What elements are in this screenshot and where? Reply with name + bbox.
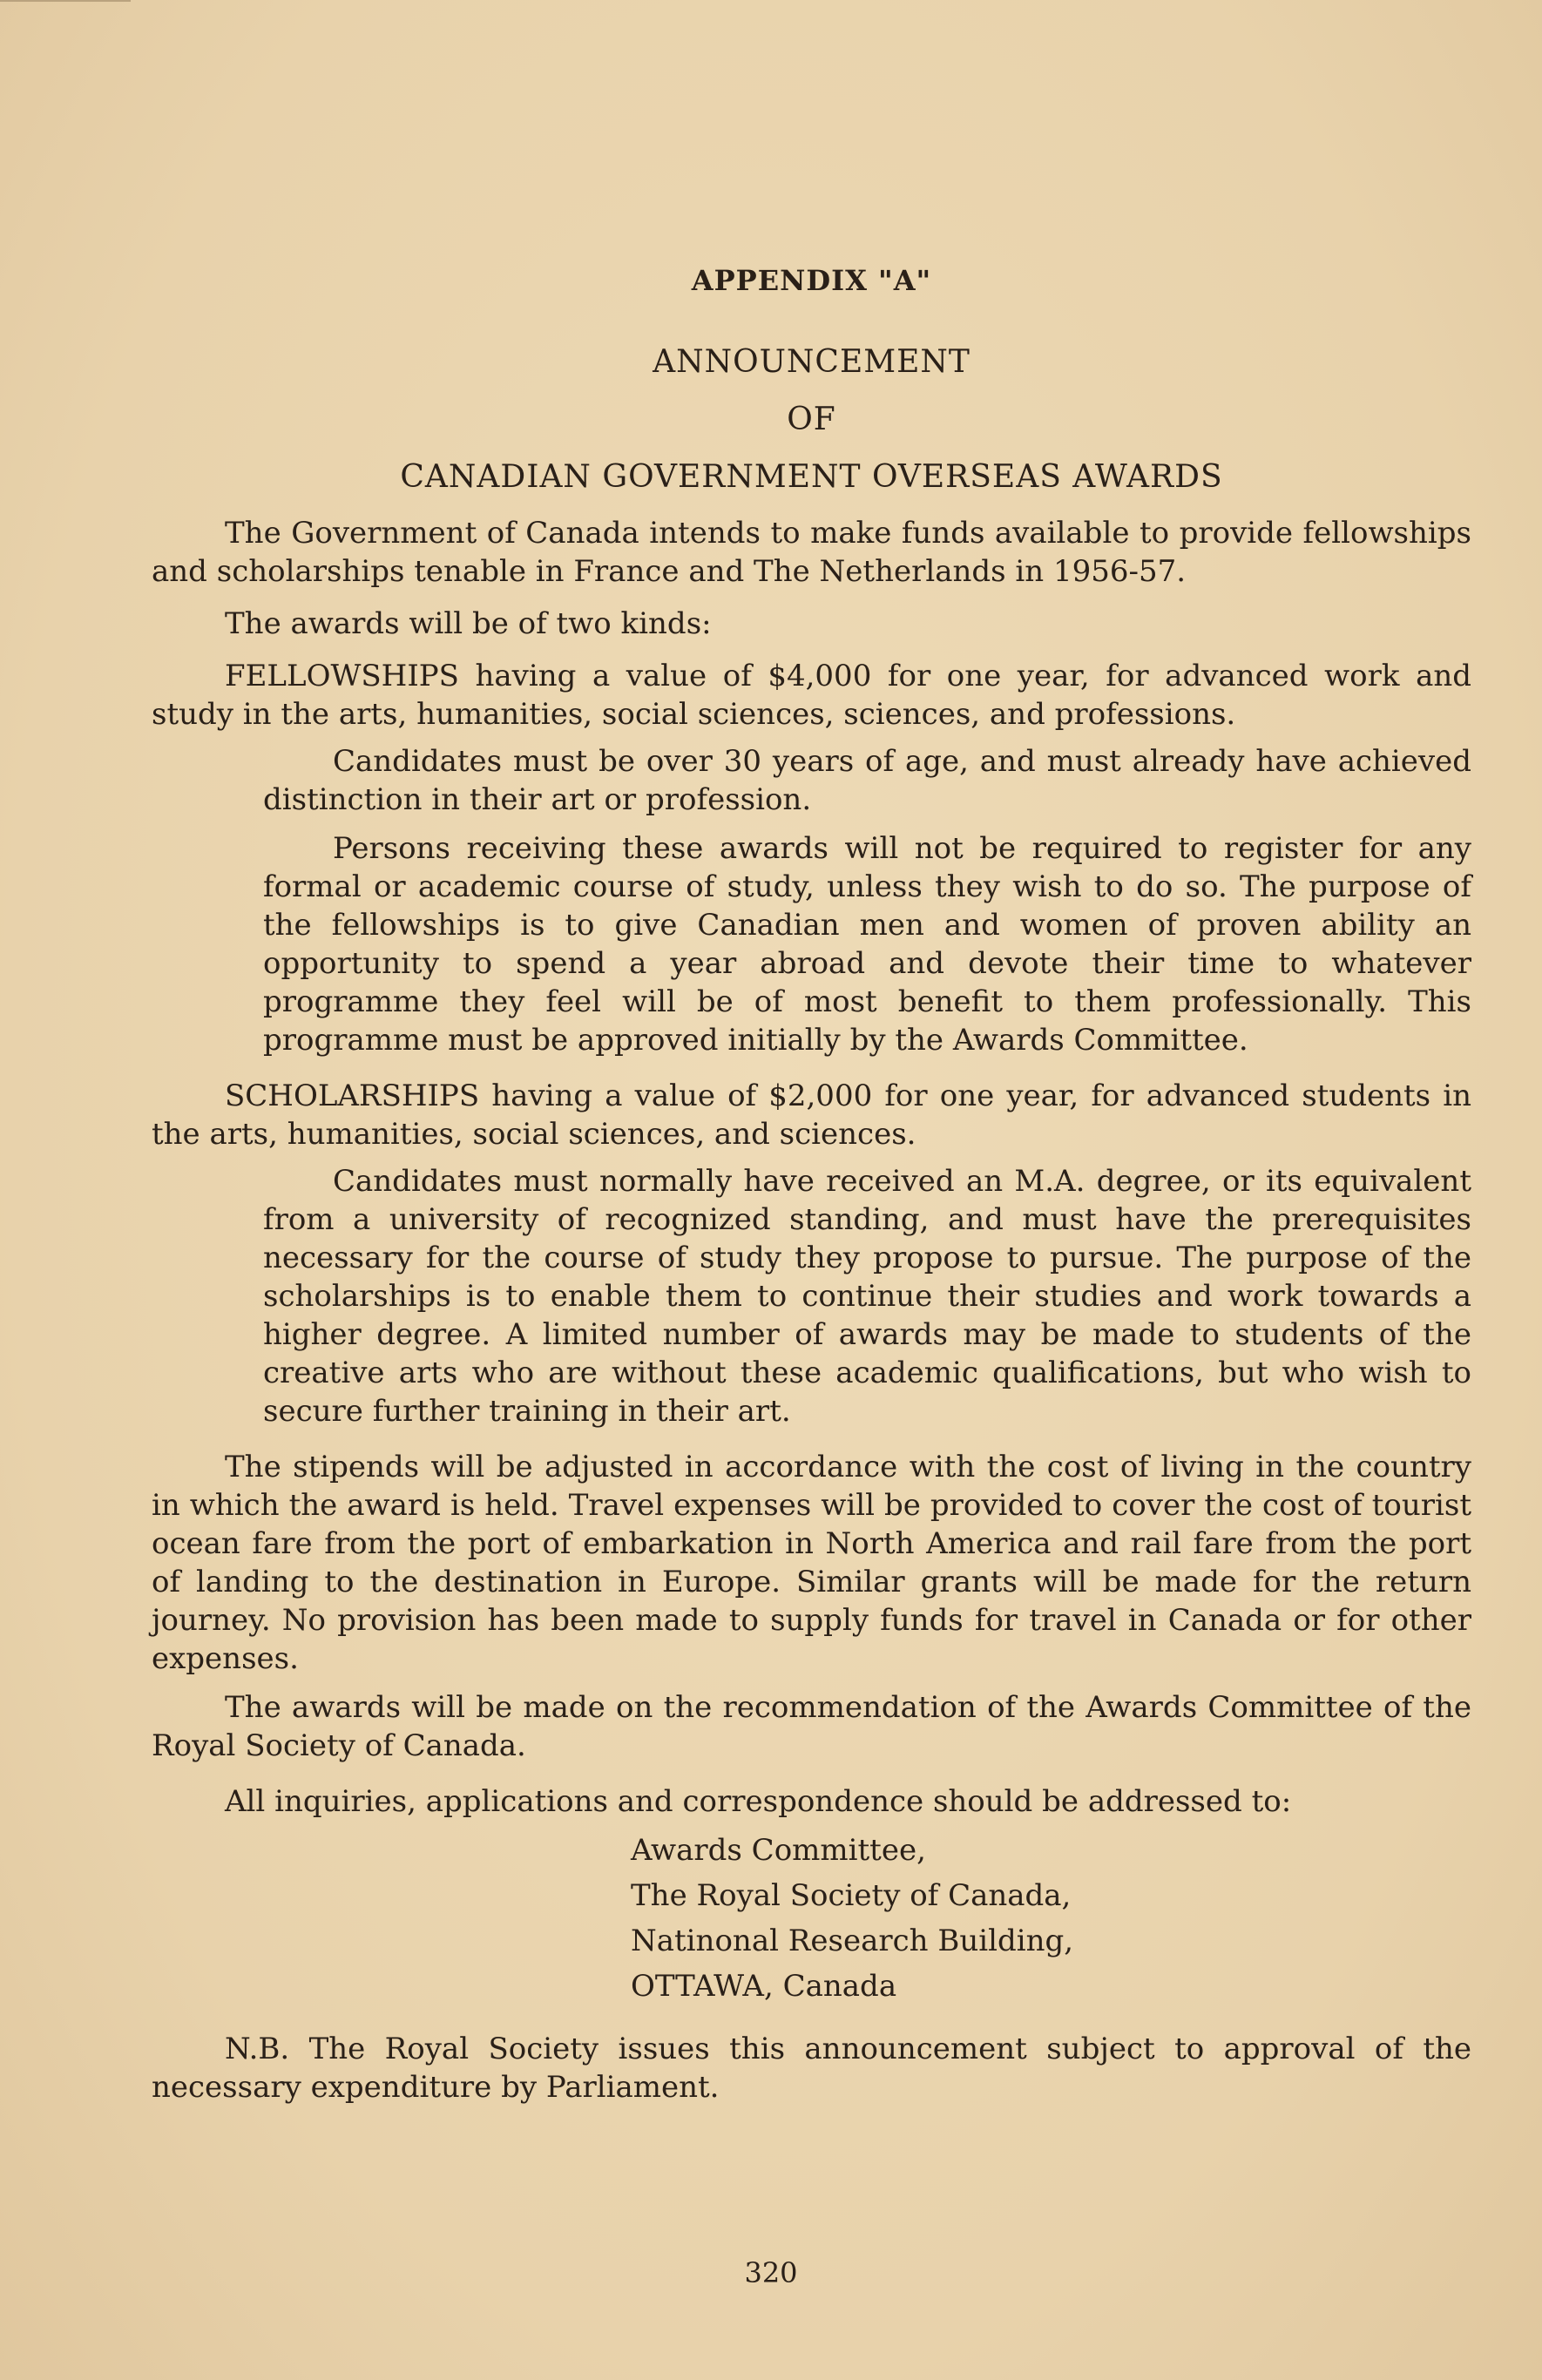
top-rule <box>0 0 131 2</box>
scholarships-candidates-paragraph: Candidates must normally have received an M.A. degree, or its equivalent from a university of recognized standing, and must have the prerequisites necessary for the course of study they propose to pursue. The purpose of the scholarships is to enable them to continue their studies and work towards a higher degree. A limited number of awards may be made to students of the creative arts who are without these academic qualifications, but who wish to secure further training in their art. <box>263 1164 1471 1429</box>
inquiries-paragraph: All inquiries, applications and correspondence should be addressed to: <box>225 1784 1292 1819</box>
recommendation-paragraph: The awards will be made on the recommendation of the Awards Committee of the Royal Society of Canada. <box>152 1690 1471 1763</box>
title-awards: CANADIAN GOVERNMENT OVERSEAS AWARDS <box>400 459 1223 495</box>
address-line: Awards Committee, <box>631 1833 926 1868</box>
fellowships-paragraph: FELLOWSHIPS having a value of $4,000 for one year, for advanced work and study in the arts, humanities, social sciences, sciences, and professions. <box>152 659 1471 732</box>
fellowships-persons-paragraph: Persons receiving these awards will not be required to register for any formal or academic course of study, unless they wish to do so. The purpose of the fellowships is to give Canadian men and women of proven ability an opportunity to spend a year abroad and devote their time to whatever programme they feel will be of most benefit to them professionally. This programme must be approved initially by the Awards Committee. <box>263 831 1471 1058</box>
address-line: OTTAWA, Canada <box>631 1969 897 2004</box>
intro-paragraph: The Government of Canada intends to make funds available to provide fellowships and scholarships tenable in France and The Netherlands in 1956-57. <box>152 516 1471 589</box>
title-of: OF <box>787 402 836 437</box>
stipends-paragraph: The stipends will be adjusted in accordance with the cost of living in the country in which the award is held. Travel expenses will be provided to cover the cost of tourist ocean fare from the port of embarkation in North America and rail fare from the port of landing to the destination in Europe. Similar grants will be made for the return journey. No provision has been made to supply funds for travel in Canada or for other expenses. <box>152 1450 1471 1676</box>
address-block <box>631 1828 1471 2009</box>
nb-paragraph: N.B. The Royal Society issues this announcement subject to approval of the necessary expenditure by Parliament. <box>152 2032 1471 2105</box>
title-announcement: ANNOUNCEMENT <box>653 344 971 380</box>
appendix-label: APPENDIX "A" <box>691 264 932 297</box>
scholarships-paragraph: SCHOLARSHIPS having a value of $2,000 for one year, for advanced students in the arts, humanities, social sciences, and sciences. <box>152 1078 1471 1152</box>
page-number: 320 <box>744 2256 798 2289</box>
kinds-paragraph: The awards will be of two kinds: <box>225 606 712 641</box>
address-line: The Royal Society of Canada, <box>631 1878 1072 1913</box>
address-line: Natinonal Research Building, <box>631 1924 1074 1958</box>
document-body <box>152 261 1471 2106</box>
fellowships-candidates-paragraph: Candidates must be over 30 years of age, and must already have achieved distinction in their art or profession. <box>263 744 1471 817</box>
